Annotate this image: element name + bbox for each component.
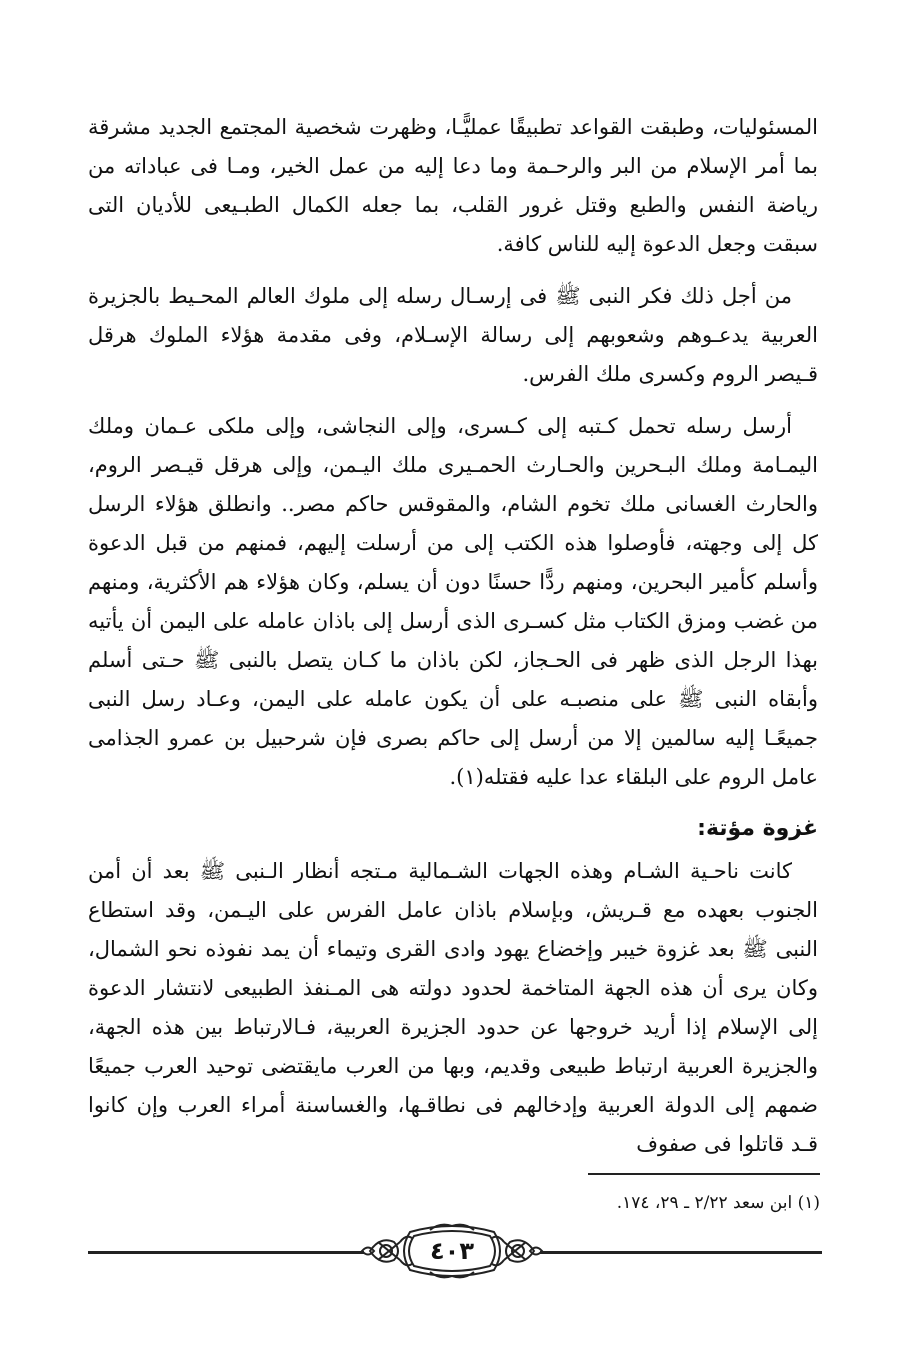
paragraph-4: كانت ناحـية الشـام وهذه الجهات الشـمالية مـتجه أنظار الـنبى ﷺ بعد أن أمن الجنوب بعهده مع قـريش، وبإسلام باذان عامل الفرس على اليـمن، وقد استطاع النبى ﷺ بعد غزوة خيبر وإخضاع يهود وادى القرى وتيماء أن يمد نفوذه نحو الشمال، وكان يرى أن هذه الجهة المتاخمة لحدود دولته هى المـنفذ الطبيعى لانتشار الدعوة إلى الإسلام إذا أريد خروجها عن حدود الجزيرة العربية، فـالارتباط بين هذه الجهة، والجزيرة العربية ارتباط طبيعى وقديم، وبها من العرب مايقتضى توحيد العرب جميعًا ضمهم إلى الدولة العربية وإدخالهم فى نطاقـها، والغساسنة أمراء العرب وإن كانوا قـد قاتلوا فى صفوف: [88, 859, 818, 1156]
section-heading: غزوة مؤتة:: [697, 816, 818, 841]
page-number: ٤٠٣: [430, 1237, 474, 1265]
paragraph-1: المسئوليات، وطبقت القواعد تطبيقًا عمليًّـا، وظهرت شخصية المجتمع الجديد مشرقة بما أمر الإسلام من البر والرحـمة وما دعا إليه من عمل الخير، ومـا فى عباداته من رياضة النفس والطبع وقتل غرور القلب، بما جعله الكمال الطبـيعى للأديان التى سبقت وجعل الدعوة إليه للناس كافة.: [88, 115, 818, 256]
footnote: (١) ابن سعد ٢/٢٢ ـ ٢٩، ١٧٤.: [616, 1193, 820, 1213]
paragraph-3: أرسل رسله تحمل كـتبه إلى كـسرى، وإلى النجاشى، وإلى ملكى عـمان وملك اليمـامة وملك البـحرين والحـارث الحمـيرى ملك اليـمن، وإلى هرقل قيـصر الروم، والحارث الغسانى ملك تخوم الشام، والمقوقس حاكم مصر.. وانطلق هؤلاء الرسل كل إلى وجهته، فأوصلوا هذه الكتب إلى من أرسلت إليهم، فمنهم من قبل الدعوة وأسلم كأمير البحرين، ومنهم ردًّا حسنًا دون أن يسلم، وكان هؤلاء هم الأكثرية، ومنهم من غضب ومزق الكتاب مثل كسـرى الذى أرسل إلى باذان عامله على اليمن أن يأتيه بهذا الرجل الذى ظهر فى الحـجاز، لكن باذان ما كـان يتصل بالنبى ﷺ حـتى أسلم وأبقاه النبى ﷺ على منصبـه على أن يكون عامله على اليمن، وعـاد رسل النبى جميعًـا إليه سالمين إلا من أرسل إلى حاكم بصرى فإن شرحبيل بن عمرو الجذامى عامل الروم على البلقاء عدا عليه فقتله(١).: [88, 414, 818, 789]
page-body: [88, 108, 818, 1177]
footnote-divider: [588, 1173, 820, 1175]
bottom-rule-right: [540, 1251, 822, 1254]
paragraph-2: من أجل ذلك فكر النبى ﷺ فى إرسـال رسله إلى ملوك العالم المحـيط بالجزيرة العربية يدعـوهم وشعوبهم إلى رسالة الإسـلام، وفى مقدمة هؤلاء الملوك هرقل قـيصر الروم وكسرى ملك الفرس.: [88, 284, 818, 386]
bottom-rule-left: [88, 1251, 364, 1254]
